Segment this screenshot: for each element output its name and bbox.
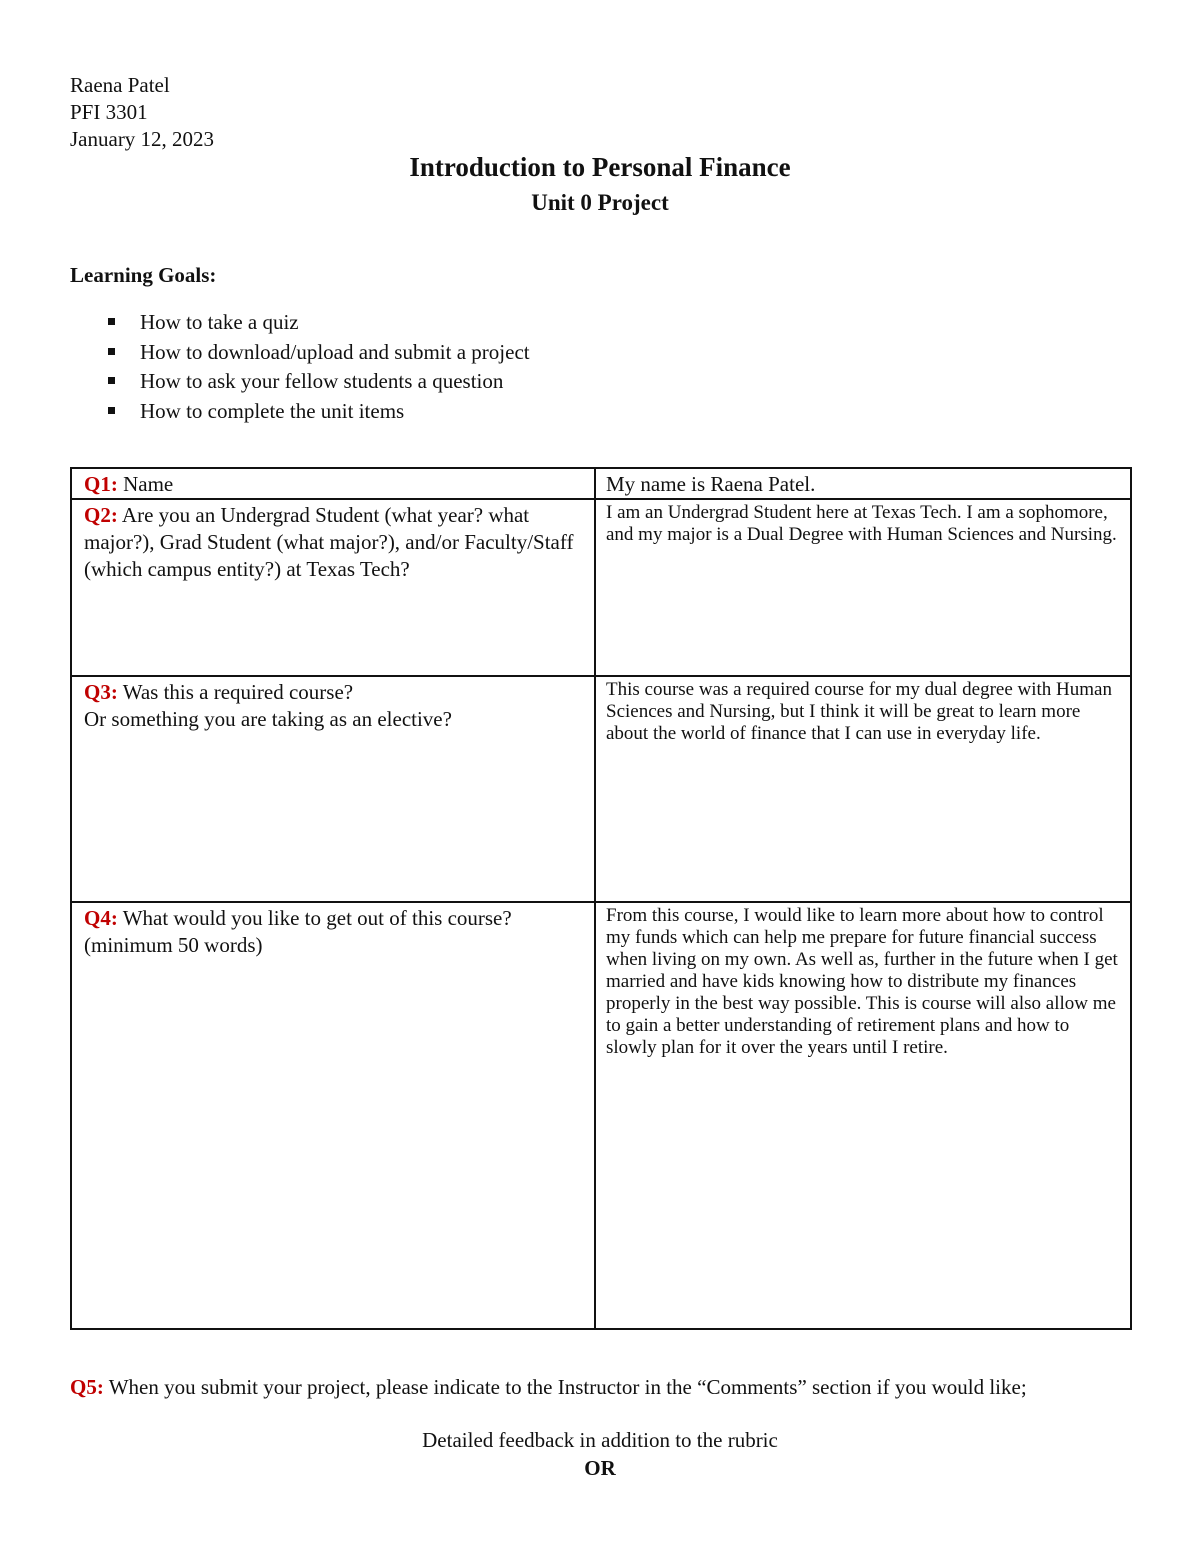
bullet-icon bbox=[108, 407, 115, 414]
bullet-icon bbox=[108, 318, 115, 325]
answer-text: This course was a required course for my dual degree with Human Sciences and Nursing, but I think it will be great to learn more about the world of finance that I can use in everyday life. bbox=[606, 679, 1112, 744]
document-title: Introduction to Personal Finance bbox=[409, 152, 791, 182]
answer-text: My name is Raena Patel. bbox=[606, 472, 816, 496]
question-5 bbox=[70, 1374, 1130, 1401]
question-label: Q2: bbox=[84, 503, 118, 527]
answer-cell bbox=[595, 499, 1131, 676]
question-answer-table bbox=[70, 467, 1132, 1330]
question-text: Are you an Undergrad Student (what year? what major?), Grad Student (what major?), and/or Faculty/Staff (which campus entity?) at Texas Tech? bbox=[84, 503, 574, 581]
learning-goals-heading: Learning Goals: bbox=[70, 263, 217, 287]
answer-cell bbox=[595, 676, 1131, 902]
list-item: How to complete the unit items bbox=[100, 397, 530, 427]
question-cell bbox=[71, 676, 595, 902]
question-text: Was this a required course? bbox=[117, 680, 354, 704]
answer-cell bbox=[595, 902, 1131, 1329]
learning-goals-list bbox=[100, 308, 530, 426]
answer-text: I am an Undergrad Student here at Texas Tech. I am a sophomore, and my major is a Dual Degree with Human Sciences and Nursing. bbox=[606, 502, 1117, 545]
document-date: January 12, 2023 bbox=[70, 127, 215, 151]
question-text: When you submit your project, please indicate to the Instructor in the “Comments” section if you would like; bbox=[103, 1375, 1027, 1399]
question-label: Q4: bbox=[84, 906, 118, 930]
table-row bbox=[71, 468, 1131, 499]
list-item: How to take a quiz bbox=[100, 308, 530, 338]
bullet-icon bbox=[108, 377, 115, 384]
question-label: Q5: bbox=[70, 1375, 104, 1399]
document-subtitle: Unit 0 Project bbox=[531, 190, 669, 215]
list-item: How to download/upload and submit a project bbox=[100, 338, 530, 368]
student-name: Raena Patel bbox=[70, 73, 170, 97]
question-text: What would you like to get out of this course? bbox=[117, 906, 512, 930]
table-row bbox=[71, 676, 1131, 902]
option-separator: OR bbox=[584, 1456, 616, 1480]
question-text-line2: (minimum 50 words) bbox=[84, 933, 263, 957]
course-code: PFI 3301 bbox=[70, 100, 148, 124]
table-row bbox=[71, 499, 1131, 676]
question-label: Q1: bbox=[84, 472, 118, 496]
question-label: Q3: bbox=[84, 680, 118, 704]
document-header bbox=[70, 72, 214, 153]
table-row bbox=[71, 902, 1131, 1329]
question-cell bbox=[71, 499, 595, 676]
question-cell bbox=[71, 902, 595, 1329]
question-text: Name bbox=[117, 472, 174, 496]
question-text-line2: Or something you are taking as an elective? bbox=[84, 707, 452, 731]
answer-text: From this course, I would like to learn more about how to control my funds which can help me prepare for future financial success when living on my own. As well as, further in the future when I get married and have kids knowing how to distribute my finances properly in the best way possible. This is course will also allow me to gain a better understanding of retirement plans and how to slowly plan for it over the years until I retire. bbox=[606, 905, 1118, 1058]
answer-cell bbox=[595, 468, 1131, 499]
feedback-option: Detailed feedback in addition to the rubric bbox=[422, 1428, 778, 1452]
list-item: How to ask your fellow students a question bbox=[100, 367, 530, 397]
question-cell bbox=[71, 468, 595, 499]
bullet-icon bbox=[108, 348, 115, 355]
